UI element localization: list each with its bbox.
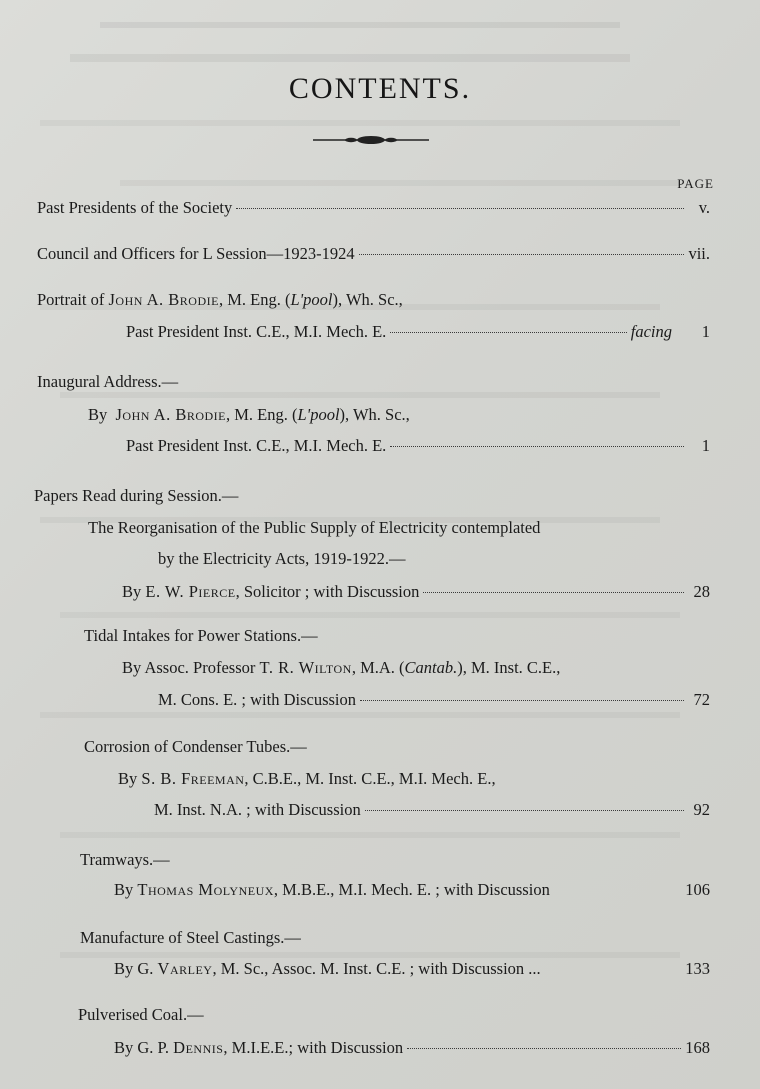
page-number: v. bbox=[698, 198, 710, 217]
page-number: 168 bbox=[685, 1038, 710, 1057]
page-number: 133 bbox=[685, 959, 710, 978]
toc-entry-inaugural-line1[interactable] bbox=[88, 405, 410, 425]
dot-leader bbox=[423, 592, 684, 593]
entry-text: ), M. Inst. C.E., bbox=[457, 658, 561, 677]
entry-text: By Assoc. Professor bbox=[122, 658, 256, 677]
toc-entry-paper1-byline[interactable] bbox=[122, 582, 710, 608]
entry-text: Council and Officers for L Session—1923-1924 bbox=[37, 244, 355, 263]
toc-entry-paper4-byline[interactable] bbox=[114, 880, 710, 906]
page-number: 1 bbox=[701, 322, 710, 341]
toc-entry-paper6-byline[interactable] bbox=[114, 1038, 710, 1064]
paper-title[interactable]: Manufacture of Steel Castings.— bbox=[80, 928, 301, 947]
dot-leader bbox=[390, 446, 684, 447]
entry-text: By G. Varley, M. Sc., Assoc. M. Inst. C.E. ; with Discussion ... bbox=[114, 959, 541, 978]
toc-entry-portrait-line1[interactable] bbox=[37, 290, 403, 310]
toc-entry-council[interactable] bbox=[37, 244, 710, 270]
toc-entry-paper2-line2[interactable] bbox=[158, 690, 710, 716]
dot-leader bbox=[359, 254, 684, 255]
entry-text: , M. Eng. ( bbox=[218, 290, 291, 309]
dot-leader bbox=[390, 332, 626, 333]
paper-title[interactable]: Tramways.— bbox=[80, 850, 170, 869]
page-number: vii. bbox=[688, 244, 710, 263]
entry-text: By bbox=[118, 769, 138, 788]
entry-text: , C.B.E., M. Inst. C.E., M.I. Mech. E., bbox=[244, 769, 496, 788]
entry-text: By E. W. Pierce, Solicitor ; with Discussion bbox=[122, 582, 420, 601]
entry-text: ), Wh. Sc., bbox=[339, 405, 410, 424]
ornament-rule-icon bbox=[311, 134, 431, 146]
entry-text: , M. Eng. ( bbox=[225, 405, 298, 424]
entry-text: M. Cons. E. ; with Discussion bbox=[158, 690, 357, 709]
entry-text: Past President Inst. C.E., M.I. Mech. E. bbox=[126, 436, 387, 455]
page-number: 106 bbox=[685, 880, 710, 899]
author-name: T. R. Wilton bbox=[259, 658, 352, 677]
paper-title-cont[interactable]: by the Electricity Acts, 1919-1922.— bbox=[158, 549, 406, 568]
dot-leader bbox=[365, 810, 684, 811]
entry-italic: facing bbox=[630, 322, 672, 341]
section-heading-papers[interactable]: Papers Read during Session.— bbox=[34, 486, 239, 505]
toc-entry-inaugural-line2[interactable] bbox=[126, 436, 710, 462]
author-name: Varley bbox=[157, 959, 213, 978]
entry-text: Past President Inst. C.E., M.I. Mech. E. bbox=[126, 322, 387, 341]
entry-text: , M.A. ( bbox=[351, 658, 405, 677]
page-number: 1 bbox=[701, 436, 710, 455]
toc-entry-portrait-line2[interactable] bbox=[126, 322, 710, 348]
entry-text: M. Inst. N.A. ; with Discussion bbox=[154, 800, 361, 819]
author-name: Dennis bbox=[173, 1038, 224, 1057]
dot-leader bbox=[407, 1048, 681, 1049]
entry-text: By bbox=[88, 405, 108, 424]
author-name: S. B. Freeman bbox=[141, 769, 245, 788]
entry-text: ), Wh. Sc., bbox=[332, 290, 403, 309]
toc-entry-paper5-byline[interactable] bbox=[114, 959, 710, 985]
dot-leader bbox=[360, 700, 684, 701]
author-name: Thomas Molyneux bbox=[137, 880, 274, 899]
page-column-label: PAGE bbox=[677, 176, 714, 191]
page-number: 72 bbox=[693, 690, 710, 709]
author-name: E. W. Pierce bbox=[145, 582, 236, 601]
entry-italic: L'pool bbox=[290, 290, 333, 309]
page-title: CONTENTS. bbox=[288, 72, 472, 105]
entry-text: By Thomas Molyneux, M.B.E., M.I. Mech. E. ; with Discussion bbox=[114, 880, 550, 899]
toc-entry-paper3-line2[interactable] bbox=[154, 800, 710, 826]
entry-italic: Cantab. bbox=[404, 658, 458, 677]
toc-entry-past-presidents[interactable] bbox=[37, 198, 710, 224]
author-name: John A. Brodie bbox=[108, 290, 219, 309]
dot-leader bbox=[236, 208, 684, 209]
entry-text: Portrait of bbox=[37, 290, 105, 309]
author-name: John A. Brodie bbox=[115, 405, 226, 424]
page-number: 28 bbox=[693, 582, 710, 601]
paper-title[interactable]: The Reorganisation of the Public Supply of Electricity contemplated bbox=[88, 518, 541, 537]
entry-text: Past Presidents of the Society bbox=[37, 198, 233, 217]
toc-entry-paper2-byline[interactable] bbox=[122, 658, 560, 678]
entry-text: By G. P. Dennis, M.I.E.E.; with Discussion bbox=[114, 1038, 404, 1057]
page-number: 92 bbox=[693, 800, 710, 819]
toc-entry-paper3-byline[interactable] bbox=[118, 769, 496, 789]
paper-title[interactable]: Corrosion of Condenser Tubes.— bbox=[84, 737, 307, 756]
paper-title[interactable]: Tidal Intakes for Power Stations.— bbox=[84, 626, 318, 645]
paper-title[interactable]: Pulverised Coal.— bbox=[78, 1005, 204, 1024]
section-heading-inaugural[interactable]: Inaugural Address.— bbox=[37, 372, 179, 391]
entry-italic: L'pool bbox=[297, 405, 340, 424]
